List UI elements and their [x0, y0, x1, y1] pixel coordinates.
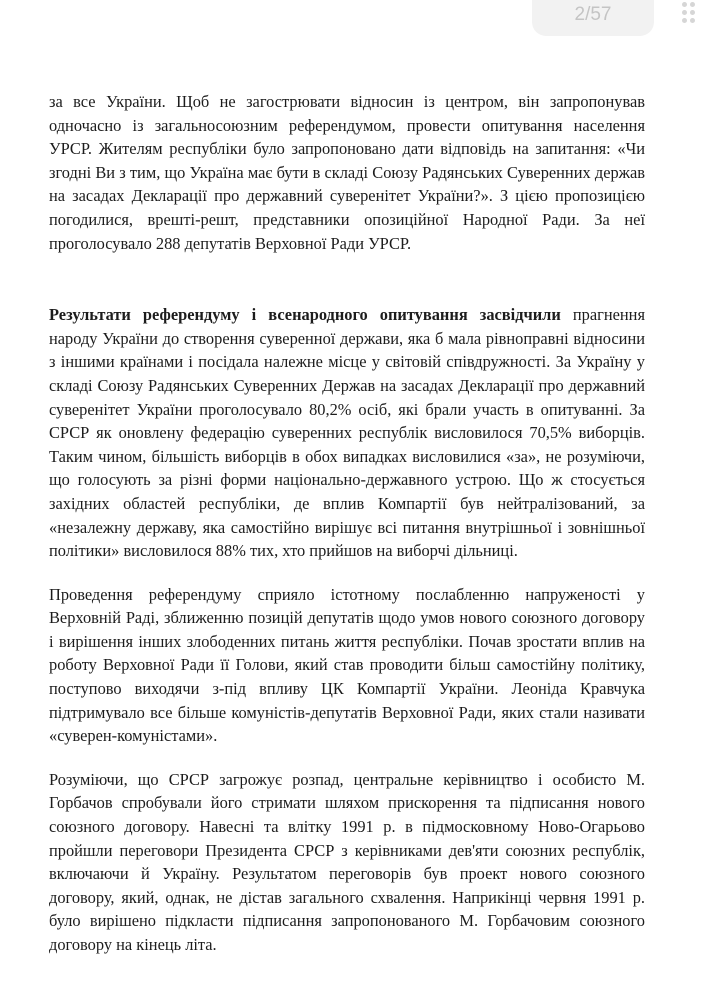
paragraph-referendum-results — [49, 303, 645, 563]
page-counter: 2/57 — [532, 0, 654, 36]
paragraph-referendum-question: за все України. Щоб не загострювати відносин із центром, він запропонував одночасно із загальносоюзним референдумом, провести опитування населення УРСР. Жителям республіки було запропоновано дати відповідь на запитання: «Чи згодні Ви з тим, що Україна має бути в складі Союзу Радянських Суверенних держав на засадах Декларації про державний суверенітет України?». З цією пропозицією погодилися, врешті-решт, представники опозиційної Народної Ради. За неї проголосувало 288 депутатів Верховної Ради УРСР. — [49, 92, 645, 253]
paragraph-lead-bold: Результати референдуму і всенародного опитування засвідчили — [49, 305, 561, 325]
grid-menu-icon[interactable] — [682, 2, 702, 30]
paragraph-verkhovna-rada: Проведення референдуму сприяло істотному послабленню напруженості у Верховній Раді, зближенню позицій депутатів щодо умов нового союзного договору і вирішення інших злободенних питань життя республіки. Почав зростати вплив на роботу Верховної Ради її Голови, який став проводити більш самостійну політику, поступово виходячи з-під впливу ЦК Компартії України. Леоніда Кравчука підтримувало все більше комуністів-депутатів Верховної Ради, яких стали називати «суверен-комуністами». — [49, 584, 645, 746]
paragraph-union-treaty: Розуміючи, що СРСР загрожує розпад, центральне керівництво і особисто М. Горбачов спробували його стримати шляхом прискорення та підписання нового союзного договору. Навесні та влітку 1991 р. в підмосковному Ново-Огарьово пройшли переговори Президента СРСР з керівниками дев'яти союзних республік, включаючи й Україну. Результатом переговорів був проект нового союзного договору, який, однак, не дістав загального схвалення. Наприкінці червня 1991 р. було вирішено підкласти підписання запропонованого М. Горбачовим союзного договору на кінець літа. — [49, 769, 645, 954]
paragraph-body: прагнення народу України до створення суверенної держави, яка б мала рівноправні відносини з іншими країнами і посідала належне місце у світовій співдружності. За Україну у складі Союзу Радянських Суверенних Держав на засадах Декларації про державний суверенітет України проголосувало 80,2% осіб, які брали участь в опитуванні. За СРСР як оновлену федерацію суверенних республік висловилося 70,5% виборців. Таким чином, більшість виборців в обох випадках висловилися «за», не розуміючи, що голосують за різні форми національно-державного устрою. Що ж стосується західних областей республіки, де вплив Компартії був нейтралізований, за «незалежну державу, яка самостійно вирішує всі питання внутрішньої і зовнішньої політики» висловилося 88% тих, хто прийшов на виборчі дільниці. — [49, 305, 645, 561]
document-text — [49, 90, 645, 957]
